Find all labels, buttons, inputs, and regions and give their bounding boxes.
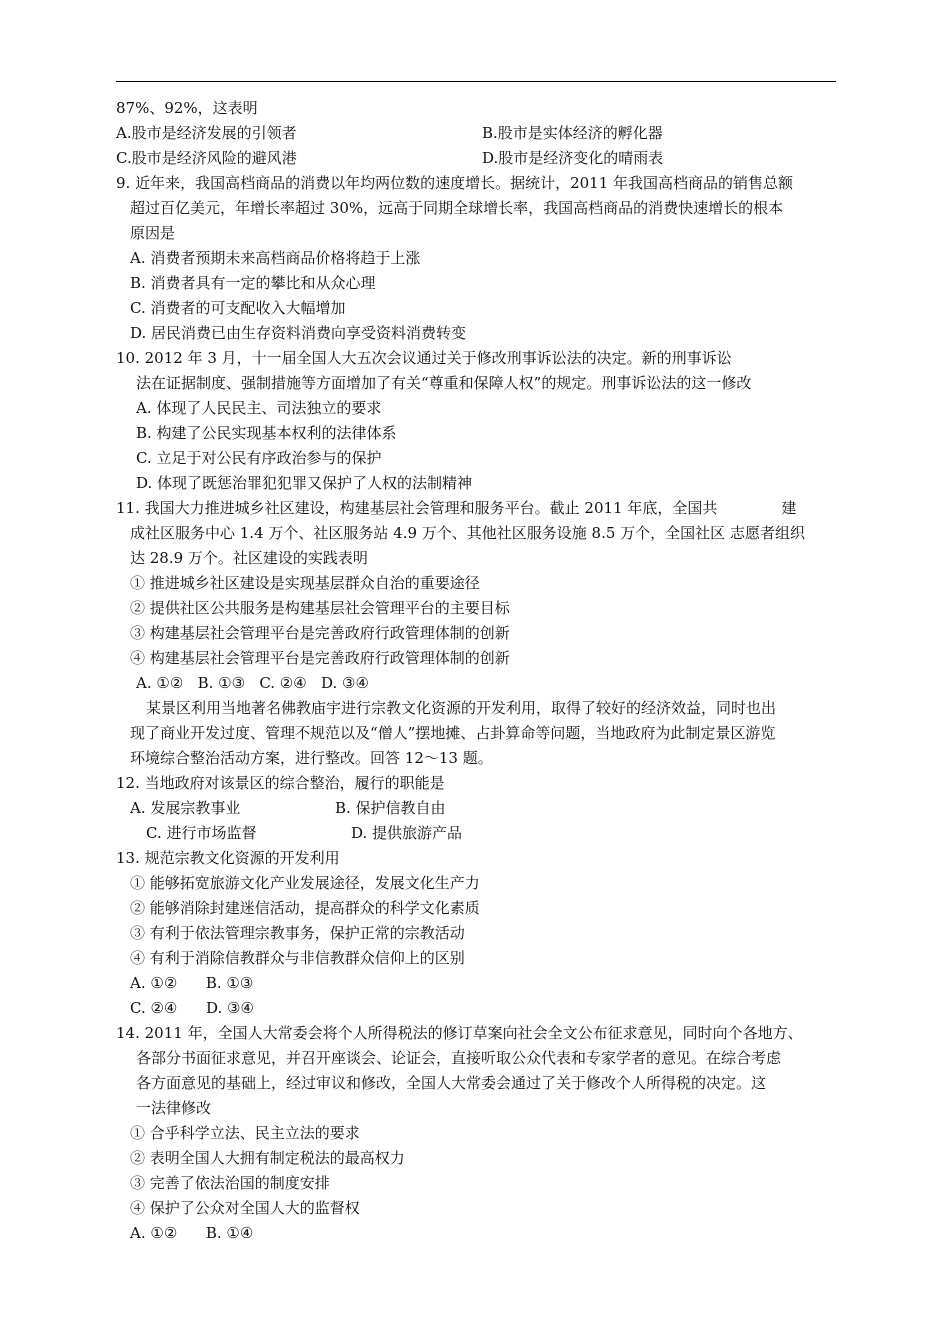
- q10-option-d: D. 体现了既惩治罪犯犯罪又保护了人权的法制精神: [136, 474, 473, 492]
- q8-options-row2: [116, 146, 846, 171]
- q10-stem-line1: 10. 2012 年 3 月，十一届全国人大五次会议通过关于修改刑事诉讼法的决定。新的刑事诉讼: [116, 349, 732, 367]
- q11-stem-line2: 成社区服务中心 1.4 万个、社区服务站 4.9 万个、其他社区服务设施 8.5 万个，全国社区 志愿者组织: [130, 524, 805, 542]
- q9-option-c: C. 消费者的可支配收入大幅增加: [130, 299, 346, 317]
- q10-option-a: A. 体现了人民民主、司法独立的要求: [136, 399, 382, 417]
- q12-option-d: D. 提供旅游产品: [351, 824, 463, 842]
- q8-option-d: D.股市是经济变化的晴雨表: [482, 149, 664, 167]
- material-line1: 某景区利用当地著名佛教庙宇进行宗教文化资源的开发利用，取得了较好的经济效益，同时也出: [146, 699, 777, 717]
- q11-options: A. ①② B. ①③ C. ②④ D. ③④: [136, 674, 369, 692]
- q8-option-a: A.股市是经济发展的引领者: [116, 124, 297, 142]
- q13-statement-2: ② 能够消除封建迷信活动，提高群众的科学文化素质: [130, 899, 480, 917]
- q13-statement-4: ④ 有利于消除信教群众与非信教群众信仰上的区别: [130, 949, 465, 967]
- q11-statement-1: ① 推进城乡社区建设是实现基层群众自治的重要途径: [130, 574, 480, 592]
- q12-stem: 12. 当地政府对该景区的综合整治，履行的职能是: [116, 774, 445, 792]
- q8-options-row1: [116, 121, 846, 146]
- q11-stem-line1-end: 建: [781, 499, 797, 517]
- q11-stem-line1: [116, 496, 846, 521]
- q8-option-b: B.股市是实体经济的孵化器: [482, 124, 663, 142]
- q14-statement-3: ③ 完善了依法治国的制度安排: [130, 1174, 330, 1192]
- document-page: [116, 96, 846, 1246]
- q13-options-cd: C. ②④ D. ③④: [130, 999, 254, 1017]
- q8-stem-tail: 87%、92%，这表明: [116, 99, 258, 117]
- q11-statement-2: ② 提供社区公共服务是构建基层社会管理平台的主要目标: [130, 599, 510, 617]
- q10-option-b: B. 构建了公民实现基本权利的法律体系: [136, 424, 397, 442]
- q9-option-b: B. 消费者具有一定的攀比和从众心理: [130, 274, 376, 292]
- q14-statement-1: ① 合乎科学立法、民主立法的要求: [130, 1124, 360, 1142]
- q13-stem: 13. 规范宗教文化资源的开发利用: [116, 849, 340, 867]
- q11-stem-line1-text: 11. 我国大力推进城乡社区建设，构建基层社会管理和服务平台。截止 2011 年底，全国共: [116, 499, 718, 517]
- q14-stem-line1: 14. 2011 年，全国人大常委会将个人所得税法的修订草案向社会全文公布征求意见，同时向个各地方、: [116, 1024, 803, 1042]
- q13-options-ab: A. ①② B. ①③: [130, 974, 254, 992]
- q9-stem-line3: 原因是: [130, 224, 176, 242]
- q11-stem-line3: 达 28.9 万个。社区建设的实践表明: [130, 549, 368, 567]
- q8-option-c: C.股市是经济风险的避风港: [116, 149, 297, 167]
- q11-statement-3: ③ 构建基层社会管理平台是完善政府行政管理体制的创新: [130, 624, 510, 642]
- material-line2: 现了商业开发过度、管理不规范以及“僧人”摆地摊、占卦算命等问题，当地政府为此制定景区游览: [130, 724, 776, 742]
- q14-stem-line2: 各部分书面征求意见，并召开座谈会、论证会，直接听取公众代表和专家学者的意见。在综合考虑: [136, 1049, 782, 1067]
- header-rule: [116, 81, 836, 82]
- q12-options-row1: [116, 796, 846, 821]
- material-line3: 环境综合整治活动方案，进行整改。回答 12～13 题。: [130, 749, 493, 767]
- q11-statement-4: ④ 构建基层社会管理平台是完善政府行政管理体制的创新: [130, 649, 510, 667]
- q10-stem-line2: 法在证据制度、强制措施等方面增加了有关“尊重和保障人权”的规定。刑事诉讼法的这一修改: [136, 374, 752, 392]
- q12-option-a: A. 发展宗教事业: [130, 799, 241, 817]
- q9-stem-line1: 9. 近年来，我国高档商品的消费以年均两位数的速度增长。据统计，2011 年我国高档商品的销售总额: [116, 174, 794, 192]
- q14-options-ab: A. ①② B. ①④: [130, 1224, 254, 1242]
- q14-statement-4: ④ 保护了公众对全国人大的监督权: [130, 1199, 360, 1217]
- q14-stem-line4: 一法律修改: [136, 1099, 212, 1117]
- q9-option-d: D. 居民消费已由生存资料消费向享受资料消费转变: [130, 324, 467, 342]
- q9-option-a: A. 消费者预期未来高档商品价格将趋于上涨: [130, 249, 421, 267]
- q10-option-c: C. 立足于对公民有序政治参与的保护: [136, 449, 382, 467]
- q12-option-c: C. 进行市场监督: [146, 824, 257, 842]
- q14-statement-2: ② 表明全国人大拥有制定税法的最高权力: [130, 1149, 405, 1167]
- q12-options-row2: [116, 821, 846, 846]
- q13-statement-3: ③ 有利于依法管理宗教事务，保护正常的宗教活动: [130, 924, 465, 942]
- q12-option-b: B. 保护信教自由: [335, 799, 446, 817]
- q14-stem-line3: 各方面意见的基础上，经过审议和修改，全国人大常委会通过了关于修改个人所得税的决定。这: [136, 1074, 767, 1092]
- q9-stem-line2: 超过百亿美元，年增长率超过 30%，远高于同期全球增长率，我国高档商品的消费快速增长的根本: [130, 199, 784, 217]
- q13-statement-1: ① 能够拓宽旅游文化产业发展途径，发展文化生产力: [130, 874, 480, 892]
